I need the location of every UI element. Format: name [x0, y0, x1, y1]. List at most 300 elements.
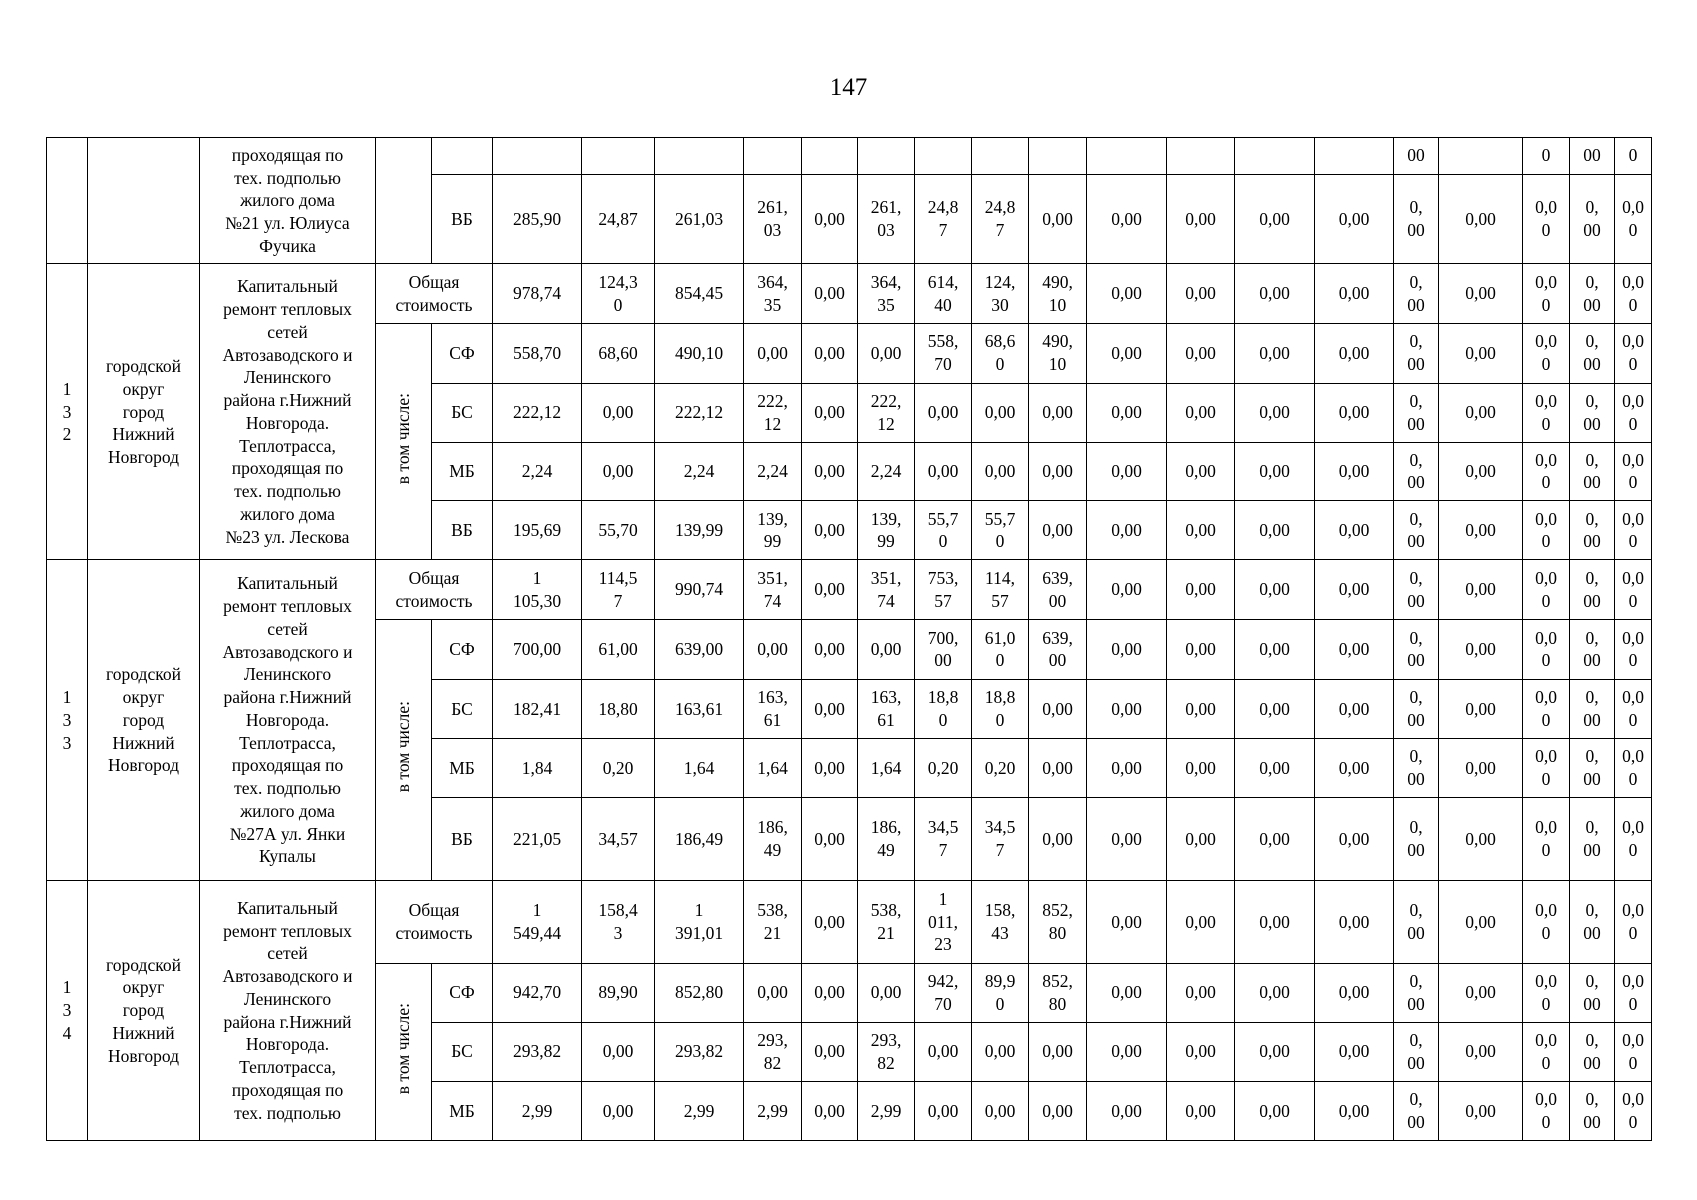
- value-cell-text: 221,05: [512, 828, 562, 849]
- value-cell-text: 0,00: [814, 757, 845, 778]
- value-cell: [1394, 797, 1439, 880]
- value-cell-text: 24,87: [598, 208, 638, 229]
- value-cell-text: 0,00: [1259, 208, 1290, 229]
- value-cell: [655, 174, 744, 264]
- value-cell-text: 0,0 0: [1535, 817, 1557, 860]
- value-cell: [915, 383, 972, 442]
- number-cell-text: 1 3 3: [62, 687, 72, 753]
- value-cell: [1523, 797, 1570, 880]
- value-cell-text: 0,00: [1259, 402, 1290, 423]
- value-cell-text: 0, 00: [1407, 971, 1425, 1014]
- value-cell-text: 0,00: [1042, 520, 1073, 541]
- value-cell-text: 139, 99: [757, 508, 788, 552]
- value-cell-text: 0,00: [814, 342, 845, 363]
- value-cell: [1235, 264, 1315, 323]
- value-cell-text: 0,00: [1465, 1100, 1496, 1121]
- value-cell: [1615, 501, 1652, 560]
- value-cell-text: 614, 40: [927, 271, 959, 315]
- value-cell-text: 0,00: [814, 911, 845, 932]
- value-cell-text: 1,64: [870, 757, 902, 778]
- value-cell: [582, 963, 655, 1022]
- value-cell: [1615, 323, 1652, 383]
- value-cell: [1615, 264, 1652, 323]
- value-cell: [1570, 1081, 1615, 1140]
- table-row: [47, 881, 1652, 964]
- value-cell: [1315, 560, 1394, 619]
- source-label-cell: [432, 738, 493, 797]
- value-cell-text: 0,00: [1465, 342, 1496, 363]
- value-cell: [1570, 881, 1615, 964]
- value-cell-text: 0,00: [1465, 911, 1496, 932]
- value-cell: [1523, 264, 1570, 323]
- value-cell: [493, 738, 582, 797]
- value-cell: [1235, 963, 1315, 1022]
- description-cell-text: Капитальный ремонт тепловых сетей Автозаводского и Ленинского района г.Нижний Новгорода. Теплотрасса, проходящая по тех. подполью: [222, 897, 353, 1123]
- value-cell: [1439, 560, 1523, 619]
- value-cell: [744, 1022, 802, 1081]
- value-cell: [915, 501, 972, 560]
- territory-cell: [88, 560, 200, 881]
- value-cell-text: 0,00: [814, 208, 845, 229]
- value-cell: [744, 679, 802, 738]
- value-cell-text: 0, 00: [1583, 971, 1601, 1014]
- number-cell-text: 1 3 2: [62, 378, 72, 445]
- value-cell-text: 0,00: [1259, 757, 1290, 778]
- value-cell: [1235, 442, 1315, 501]
- value-cell-text: 0,00: [1465, 698, 1496, 719]
- value-cell: [858, 881, 915, 964]
- value-cell: [858, 501, 915, 560]
- value-cell: [744, 619, 802, 679]
- value-cell-text: 0,0 0: [1535, 971, 1557, 1014]
- value-cell: [493, 174, 582, 264]
- value-cell: [1315, 679, 1394, 738]
- value-cell: [1087, 1081, 1167, 1140]
- value-cell-text: 0,00: [870, 342, 902, 363]
- value-cell: [1570, 264, 1615, 323]
- value-cell: [802, 501, 858, 560]
- value-cell-text: 0,0 0: [1622, 390, 1644, 434]
- source-label-cell-text: СФ: [449, 342, 475, 363]
- value-cell: [1439, 738, 1523, 797]
- value-cell: [802, 619, 858, 679]
- value-cell-text: 0,00: [1111, 461, 1142, 482]
- value-cell: [1087, 679, 1167, 738]
- value-cell-text: 490, 10: [1042, 271, 1073, 315]
- value-cell: [915, 679, 972, 738]
- value-cell-text: 0, 00: [1583, 390, 1601, 434]
- value-cell: [802, 881, 858, 964]
- source-label-cell-text: СФ: [449, 982, 475, 1003]
- value-cell: [1087, 501, 1167, 560]
- value-cell: [1394, 560, 1439, 619]
- value-cell-text: 61,00: [598, 638, 638, 659]
- value-cell-text: 55,7 0: [927, 508, 959, 552]
- source-label-cell: [432, 501, 493, 560]
- value-cell-text: 0, 00: [1583, 817, 1601, 860]
- value-cell: [1235, 1022, 1315, 1081]
- value-cell: [744, 560, 802, 619]
- description-cell-text: проходящая по тех. подполью жилого дома №21 ул. Юлиуса Фучика: [225, 144, 350, 256]
- value-cell: [1394, 1081, 1439, 1140]
- value-cell: [858, 1081, 915, 1140]
- value-cell-text: 0,0 0: [1622, 627, 1644, 671]
- value-cell: [1029, 963, 1087, 1022]
- value-cell: [1523, 738, 1570, 797]
- value-cell: [1570, 679, 1615, 738]
- value-cell: [1167, 174, 1235, 264]
- source-label-cell-text: ВБ: [451, 208, 473, 229]
- value-cell-text: 0,00: [1259, 698, 1290, 719]
- value-cell: [655, 501, 744, 560]
- value-cell: [493, 679, 582, 738]
- value-cell-text: 0,00: [757, 982, 788, 1003]
- value-cell: [1315, 797, 1394, 880]
- value-cell-text: 0,00: [757, 342, 788, 363]
- value-cell-text: 0,00: [1465, 461, 1496, 482]
- value-cell: [1523, 501, 1570, 560]
- value-cell: [1029, 619, 1087, 679]
- value-cell: [493, 383, 582, 442]
- value-cell-text: 1 391,01: [674, 900, 724, 943]
- value-cell: [1570, 1022, 1615, 1081]
- value-cell: [655, 264, 744, 323]
- vertical-label: в том числе:: [393, 393, 414, 485]
- value-cell: [1087, 797, 1167, 880]
- value-cell-text: 0,00: [1465, 402, 1496, 423]
- value-cell: [802, 264, 858, 323]
- value-cell-text: 0,00: [1338, 828, 1370, 849]
- value-cell: [915, 1022, 972, 1081]
- value-cell: [1570, 383, 1615, 442]
- value-cell: [1615, 560, 1652, 619]
- value-cell: [1315, 174, 1394, 264]
- value-cell-text: 0,00: [1185, 638, 1216, 659]
- value-cell: [655, 797, 744, 880]
- value-cell: [1615, 174, 1652, 264]
- value-cell-text: 0,00: [757, 638, 788, 659]
- value-cell-text: 195,69: [512, 520, 562, 541]
- value-cell: [1167, 619, 1235, 679]
- value-cell: [582, 138, 655, 175]
- description-cell: [200, 560, 376, 881]
- value-cell: [1315, 881, 1394, 964]
- value-cell: [1439, 1022, 1523, 1081]
- value-cell-text: 261,03: [674, 208, 724, 229]
- value-cell-text: 00: [1583, 145, 1601, 166]
- value-cell: [1439, 881, 1523, 964]
- value-cell-text: 364, 35: [870, 271, 902, 315]
- value-cell: [802, 679, 858, 738]
- value-cell: [582, 174, 655, 264]
- value-cell-text: 18,8 0: [927, 687, 959, 730]
- value-cell: [1087, 138, 1167, 175]
- value-cell: [1394, 264, 1439, 323]
- value-cell: [972, 619, 1029, 679]
- value-cell: [744, 138, 802, 175]
- value-cell: [915, 1081, 972, 1140]
- value-cell-text: 0,00: [1338, 461, 1370, 482]
- source-label-cell: [432, 1022, 493, 1081]
- value-cell-text: 0,0 0: [1535, 1089, 1557, 1132]
- value-cell: [972, 501, 1029, 560]
- value-cell: [1029, 323, 1087, 383]
- value-cell: [1315, 1081, 1394, 1140]
- value-cell-text: 0,00: [1259, 520, 1290, 541]
- value-cell: [972, 560, 1029, 619]
- value-cell-text: 0: [1541, 145, 1551, 166]
- value-cell: [1439, 619, 1523, 679]
- value-cell-text: 0,0 0: [1622, 687, 1644, 730]
- territory-cell: [88, 881, 200, 1141]
- table-row: [47, 138, 1652, 175]
- value-cell: [1029, 174, 1087, 264]
- value-cell: [1439, 264, 1523, 323]
- value-cell: [1615, 738, 1652, 797]
- value-cell-text: 293, 82: [757, 1030, 788, 1073]
- value-cell-text: 2,24: [683, 461, 715, 482]
- value-cell: [744, 264, 802, 323]
- value-cell-text: 0,00: [1185, 579, 1216, 600]
- value-cell: [802, 738, 858, 797]
- territory-cell: [88, 138, 200, 264]
- value-cell-text: 0,00: [1185, 982, 1216, 1003]
- value-cell-text: 186,49: [674, 828, 724, 849]
- source-label-cell: [432, 797, 493, 880]
- value-cell-text: 0, 00: [1583, 746, 1601, 789]
- value-cell: [1029, 738, 1087, 797]
- value-cell: [972, 963, 1029, 1022]
- funding-table: [46, 137, 1652, 1141]
- value-cell: [972, 679, 1029, 738]
- value-cell: [1087, 963, 1167, 1022]
- value-cell-text: 0, 00: [1583, 508, 1601, 552]
- value-cell-text: 0,00: [602, 1041, 634, 1062]
- value-cell: [493, 323, 582, 383]
- value-cell-text: 0,00: [1111, 698, 1142, 719]
- value-cell: [1087, 323, 1167, 383]
- value-cell: [1394, 1022, 1439, 1081]
- description-cell: [200, 264, 376, 560]
- source-label-cell: [432, 383, 493, 442]
- value-cell: [1570, 442, 1615, 501]
- value-cell-text: 0,00: [1259, 911, 1290, 932]
- number-cell: [47, 138, 88, 264]
- value-cell: [1029, 442, 1087, 501]
- value-cell: [858, 264, 915, 323]
- value-cell: [1029, 1081, 1087, 1140]
- value-cell: [1570, 560, 1615, 619]
- value-cell-text: 261, 03: [870, 197, 902, 241]
- value-cell: [802, 174, 858, 264]
- value-cell-text: 186, 49: [757, 817, 788, 860]
- value-cell: [744, 1081, 802, 1140]
- value-cell: [1315, 619, 1394, 679]
- value-cell-text: 0,20: [602, 757, 634, 778]
- value-cell: [1235, 797, 1315, 880]
- value-cell: [1394, 138, 1439, 175]
- value-cell-text: 0,00: [1259, 982, 1290, 1003]
- value-cell: [1029, 679, 1087, 738]
- value-cell: [1315, 138, 1394, 175]
- value-cell: [915, 442, 972, 501]
- table-row: [47, 560, 1652, 619]
- value-cell: [1439, 797, 1523, 880]
- value-cell: [1087, 442, 1167, 501]
- value-cell-text: 293,82: [512, 1041, 562, 1062]
- value-cell: [1315, 1022, 1394, 1081]
- value-cell: [1315, 963, 1394, 1022]
- source-label-cell-text: ВБ: [451, 828, 473, 849]
- value-cell-text: 24,8 7: [927, 197, 959, 241]
- value-cell-text: 0,00: [1185, 1041, 1216, 1062]
- value-cell: [972, 1022, 1029, 1081]
- value-cell-text: 00: [1407, 145, 1425, 166]
- value-cell: [1394, 501, 1439, 560]
- value-cell: [858, 679, 915, 738]
- value-cell: [972, 1081, 1029, 1140]
- value-cell: [1167, 738, 1235, 797]
- value-cell: [915, 138, 972, 175]
- value-cell: [802, 138, 858, 175]
- value-cell-text: 0, 00: [1407, 1030, 1425, 1073]
- value-cell-text: 0,0 0: [1622, 508, 1644, 552]
- value-cell: [1615, 679, 1652, 738]
- value-cell: [1439, 501, 1523, 560]
- value-cell-text: 0,00: [814, 638, 845, 659]
- value-cell-text: 0, 00: [1407, 627, 1425, 671]
- source-label-cell-text: МБ: [449, 1100, 475, 1121]
- value-cell-text: 0,0 0: [1622, 1089, 1644, 1132]
- value-cell: [1315, 442, 1394, 501]
- value-cell: [744, 738, 802, 797]
- value-cell: [655, 679, 744, 738]
- value-cell: [1167, 1022, 1235, 1081]
- value-cell: [493, 560, 582, 619]
- value-cell: [582, 442, 655, 501]
- value-cell: [802, 560, 858, 619]
- value-cell-text: 0, 00: [1583, 197, 1601, 241]
- value-cell-text: 0, 00: [1407, 508, 1425, 552]
- value-cell: [1167, 560, 1235, 619]
- value-cell-text: 261, 03: [757, 197, 788, 241]
- value-cell: [1029, 264, 1087, 323]
- value-cell-text: 0,0 0: [1535, 1030, 1557, 1073]
- value-cell-text: 114, 57: [985, 567, 1015, 611]
- value-cell-text: 0,00: [1338, 520, 1370, 541]
- value-cell-text: 0,0 0: [1622, 197, 1644, 241]
- value-cell-text: 0,00: [1338, 1100, 1370, 1121]
- value-cell: [1087, 881, 1167, 964]
- value-cell-text: 0,00: [984, 461, 1016, 482]
- value-cell: [1615, 383, 1652, 442]
- value-cell-text: 2,24: [521, 461, 553, 482]
- value-cell-text: 0,00: [814, 402, 845, 423]
- value-cell-text: 139, 99: [870, 508, 902, 552]
- value-cell: [1167, 881, 1235, 964]
- value-cell: [915, 323, 972, 383]
- value-cell-text: 24,8 7: [984, 197, 1016, 241]
- value-cell-text: 0,00: [1338, 911, 1370, 932]
- value-cell-text: 558,70: [512, 342, 562, 363]
- value-cell: [802, 963, 858, 1022]
- value-cell-text: 0,00: [1042, 402, 1073, 423]
- value-cell-text: 0,00: [927, 1100, 959, 1121]
- value-cell: [972, 383, 1029, 442]
- value-cell: [493, 442, 582, 501]
- value-cell: [915, 881, 972, 964]
- value-cell: [1087, 619, 1167, 679]
- number-cell: [47, 264, 88, 560]
- value-cell-text: 34,5 7: [927, 817, 959, 860]
- value-cell-text: 0,00: [814, 461, 845, 482]
- value-cell: [493, 797, 582, 880]
- value-cell-text: 0,00: [1042, 1041, 1073, 1062]
- value-cell: [744, 963, 802, 1022]
- value-cell: [1615, 1022, 1652, 1081]
- value-cell-text: 0,00: [1259, 461, 1290, 482]
- source-label-cell: [432, 619, 493, 679]
- territory-cell: [88, 264, 200, 560]
- value-cell-text: 0,00: [814, 1100, 845, 1121]
- value-cell: [582, 881, 655, 964]
- value-cell: [915, 619, 972, 679]
- value-cell-text: 0, 00: [1407, 390, 1425, 434]
- vertical-label: в том числе:: [393, 1003, 414, 1095]
- value-cell-text: 0,00: [1111, 1100, 1142, 1121]
- value-cell-text: 0,0 0: [1535, 567, 1557, 611]
- value-cell: [655, 442, 744, 501]
- value-cell-text: 0,00: [1338, 402, 1370, 423]
- value-cell: [1167, 442, 1235, 501]
- value-cell-text: 0,00: [1338, 208, 1370, 229]
- value-cell-text: 0,00: [1338, 982, 1370, 1003]
- territory-cell-text: городской округ город Нижний Новгород: [106, 664, 181, 776]
- value-cell: [655, 1022, 744, 1081]
- value-cell-text: 0,0 0: [1622, 900, 1644, 943]
- value-cell: [744, 797, 802, 880]
- source-label-cell-text: ВБ: [451, 520, 473, 541]
- value-cell-text: 163,61: [674, 698, 724, 719]
- value-cell-text: 222,12: [512, 402, 562, 423]
- value-cell: [1570, 738, 1615, 797]
- value-cell: [582, 619, 655, 679]
- value-cell: [972, 797, 1029, 880]
- value-cell: [493, 1022, 582, 1081]
- value-cell-text: 0,00: [1111, 283, 1142, 304]
- value-cell-text: 942,70: [512, 982, 562, 1003]
- value-cell: [655, 138, 744, 175]
- value-cell: [1029, 797, 1087, 880]
- value-cell-text: 0,00: [927, 402, 959, 423]
- source-label-cell-text: МБ: [449, 757, 475, 778]
- value-cell-text: 0,0 0: [1622, 746, 1644, 789]
- vertical-label-cell: [376, 963, 432, 1140]
- value-cell: [1523, 963, 1570, 1022]
- value-cell-text: 0,00: [1465, 520, 1496, 541]
- value-cell-text: 0,00: [602, 1100, 634, 1121]
- value-cell: [1394, 442, 1439, 501]
- value-cell: [1029, 560, 1087, 619]
- value-cell-text: 0,00: [602, 461, 634, 482]
- value-cell: [1315, 738, 1394, 797]
- value-cell-text: 2,99: [757, 1100, 788, 1121]
- value-cell: [1167, 138, 1235, 175]
- value-cell-text: 0,20: [927, 757, 959, 778]
- value-cell: [1615, 881, 1652, 964]
- description-cell-text: Капитальный ремонт тепловых сетей Автозаводского и Ленинского района г.Нижний Новгорода. Теплотрасса, проходящая по тех. подполью жилого дома №27А ул. Янки Купалы: [222, 573, 353, 867]
- source-label-cell-text: БС: [451, 1041, 473, 1062]
